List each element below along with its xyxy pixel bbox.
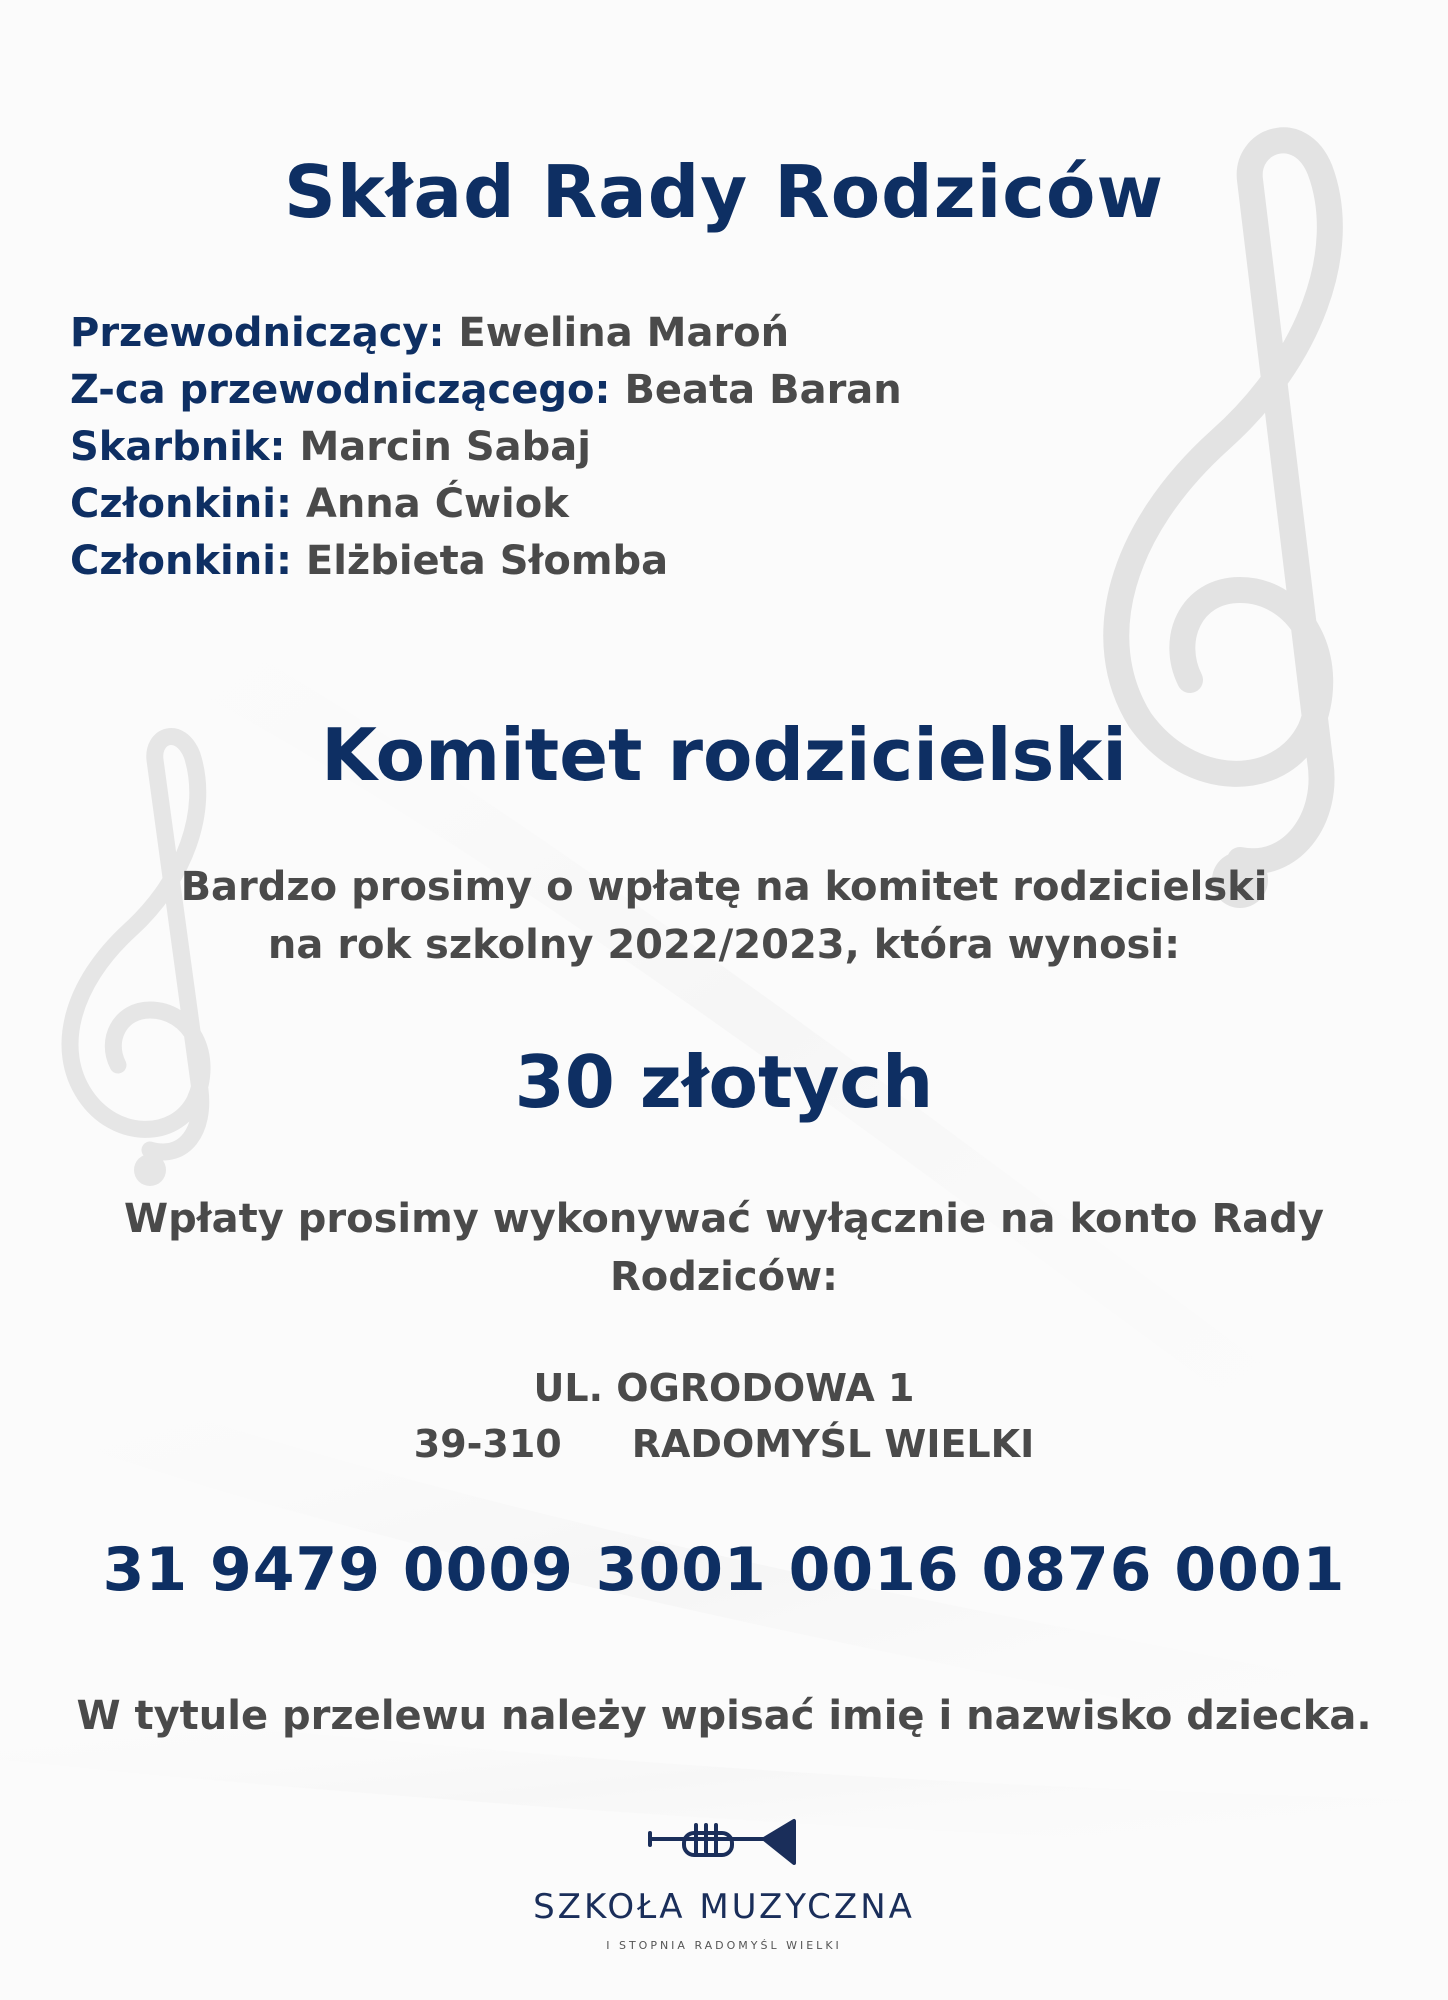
address-postcode: 39-310 xyxy=(413,1422,562,1466)
member-row xyxy=(70,533,902,590)
member-row xyxy=(70,305,902,362)
member-name: Elżbieta Słomba xyxy=(305,538,669,584)
contribution-request xyxy=(0,858,1448,974)
contribution-amount: 30 złotych xyxy=(514,1040,934,1124)
member-name: Ewelina Maroń xyxy=(458,310,790,356)
school-name: SZKOŁA MUZYCZNA xyxy=(533,1887,915,1927)
address-city-line xyxy=(0,1416,1448,1472)
member-name: Beata Baran xyxy=(624,367,902,413)
page-title: Skład Rady Rodziców xyxy=(284,150,1164,234)
transfer-title-note: W tytule przelewu należy wpisać imię i nazwisko dziecka. xyxy=(76,1693,1372,1739)
member-role: Przewodniczący: xyxy=(70,310,445,356)
payment-instruction: Wpłaty prosimy wykonywać wyłącznie na konto Rady Rodziców: xyxy=(124,1196,1324,1300)
address-street: UL. OGRODOWA 1 xyxy=(533,1366,915,1410)
members-list xyxy=(70,305,902,590)
school-logo xyxy=(0,1815,1448,1952)
request-line-2: na rok szkolny 2022/2023, która wynosi: xyxy=(267,922,1181,968)
member-row xyxy=(70,419,902,476)
address-city: RADOMYŚL WIELKI xyxy=(631,1422,1035,1466)
request-line-1: Bardzo prosimy o wpłatę na komitet rodzicielski xyxy=(180,864,1268,910)
member-name: Anna Ćwiok xyxy=(305,481,569,527)
member-role: Członkini: xyxy=(70,538,292,584)
member-role: Skarbnik: xyxy=(70,424,286,470)
bank-account-number: 31 9479 0009 3001 0016 0876 0001 xyxy=(102,1535,1346,1605)
member-name: Marcin Sabaj xyxy=(299,424,591,470)
trumpet-icon xyxy=(644,1815,804,1875)
member-role: Członkini: xyxy=(70,481,292,527)
address-block xyxy=(0,1360,1448,1472)
member-row xyxy=(70,476,902,533)
committee-heading: Komitet rodzicielski xyxy=(321,713,1127,797)
member-row xyxy=(70,362,902,419)
school-subtitle: I STOPNIA RADOMYŚL WIELKI xyxy=(606,1939,842,1952)
member-role: Z-ca przewodniczącego: xyxy=(70,367,611,413)
